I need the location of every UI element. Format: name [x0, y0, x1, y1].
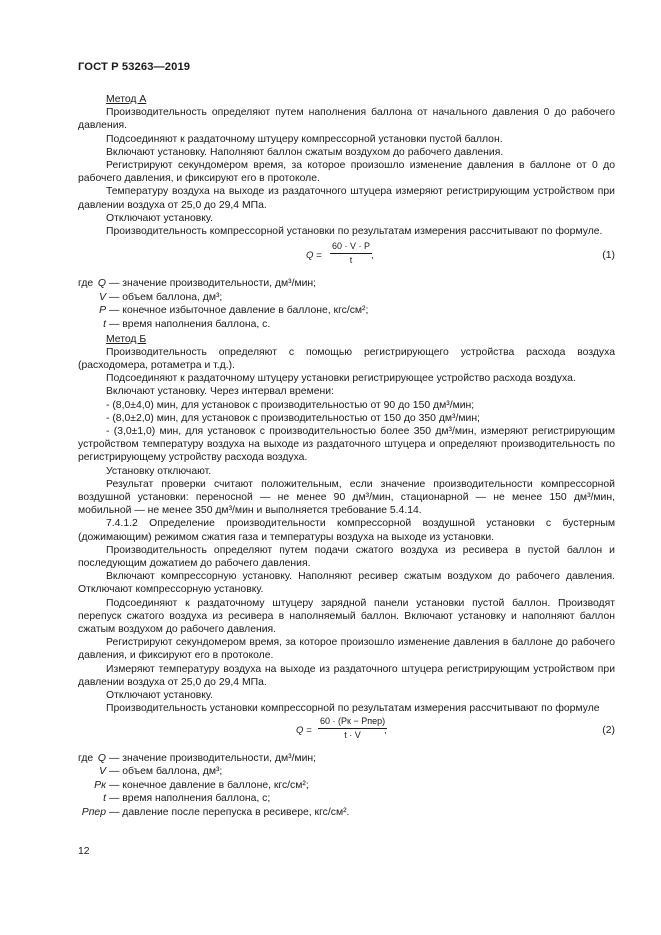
- paragraph: Подсоединяют к раздаточному штуцеру установки регистрирующее устройство расхода воздуха.: [106, 373, 576, 385]
- paragraph: Производительность определяют путем наполнения баллона от начального давления 0 до рабочего давления.: [78, 107, 615, 132]
- list-item: - (8,0±2,0) мин, для установок с производительностью от 150 до 350 дм³/мин;: [106, 412, 480, 424]
- formula-numerator: 60 · (Pк − Pпер): [318, 716, 387, 729]
- definition-row: [78, 765, 615, 779]
- definition-symbol: Pк: [94, 779, 106, 791]
- definition-text: — конечное давление в баллоне, кгс/см²;: [109, 779, 309, 791]
- formula-1: [78, 241, 615, 271]
- paragraph: Включают установку. Наполняют баллон сжатым воздухом до рабочего давления.: [106, 146, 504, 158]
- list-item: - (3,0±1,0) мин, для установок с производительностью более 350 дм³/мин, измеряют регистрирующим устройством температуру воздуха на выходе из раздаточного штуцера и определяют производительность по регистрирующему устройству расхода воздуха.: [78, 426, 615, 464]
- definition-row: [78, 304, 615, 318]
- formula-numerator: 60 · V · P: [330, 241, 372, 254]
- section-7-4-1-2: 7.4.1.2 Определение производительности компрессорной воздушной установки с бустерным (дожимающим) режимом сжатия газа и температуры воздуха на выходе из установки.: [78, 518, 615, 543]
- formula-lhs: Q =: [306, 250, 322, 262]
- formula-2: [78, 716, 615, 746]
- paragraph: Включают компрессорную установку. Наполняют ресивер сжатым воздухом до рабочего давления. Отключают компрессорную установку.: [78, 571, 615, 596]
- page-content: [78, 93, 615, 819]
- definition-row: [78, 752, 615, 766]
- definition-text: — время наполнения баллона, с.: [109, 319, 271, 331]
- definition-symbol: V: [99, 291, 106, 303]
- paragraph: Производительность установки компрессорной по результатам измерения рассчитывают по формуле: [106, 703, 600, 715]
- formula-fraction: [318, 716, 387, 741]
- formula-denominator: t: [349, 255, 353, 266]
- definition-row: [78, 277, 615, 291]
- definitions-list: [78, 277, 615, 331]
- definition-symbol: t: [103, 793, 106, 805]
- paragraph: Измеряют температуру воздуха на выходе из раздаточного штуцера регистрирующим устройством при давлении воздуха от 25,0 до 29,4 МПа.: [78, 663, 615, 688]
- paragraph: Установку отключают.: [106, 465, 212, 477]
- definition-row: [78, 792, 615, 806]
- definition-prefix: где: [78, 278, 94, 290]
- formula-denominator: t · V: [344, 729, 361, 740]
- definition-row: [78, 779, 615, 793]
- definitions-list: [78, 752, 615, 820]
- definition-symbol: Pпер: [81, 806, 106, 818]
- paragraph: Производительность определяют с помощью регистрирующего устройства расхода воздуха (расходомера, ротаметра и т.д.).: [78, 346, 615, 372]
- formula-number: (1): [602, 250, 615, 262]
- definition-text: — время наполнения баллона, с;: [109, 793, 271, 805]
- paragraph: Производительность определяют путем подачи сжатого воздуха из ресивера в пустой баллон и последующим дожатием до рабочего давления.: [78, 544, 615, 570]
- definition-row: [78, 291, 615, 305]
- definition-symbol: t: [103, 319, 106, 331]
- definition-text: — значение производительности, дм³/мин;: [109, 752, 317, 764]
- paragraph: Отключают установку.: [106, 212, 213, 224]
- definition-row: [78, 318, 615, 332]
- paragraph: Отключают установку.: [106, 690, 213, 702]
- formula-tail: ,: [371, 250, 374, 262]
- definition-row: [78, 806, 615, 820]
- paragraph: Регистрируют секундомером время, за которое произошло изменение давления в баллоне до рабочего давления, и фиксируют его в протоколе.: [78, 637, 615, 662]
- definition-symbol: V: [99, 766, 106, 778]
- method-a-title: Метод А: [106, 94, 147, 105]
- paragraph: Подсоединяют к раздаточному штуцеру компрессорной установки пустой баллон.: [106, 133, 503, 145]
- formula-fraction: [330, 241, 372, 266]
- definition-symbol: Q: [97, 752, 106, 764]
- definition-symbol: P: [99, 305, 106, 317]
- definition-text: — объем баллона, дм³;: [109, 766, 223, 778]
- page-number: 12: [78, 846, 90, 857]
- definition-prefix: где: [78, 752, 94, 764]
- definition-text: — объем баллона, дм³;: [109, 291, 223, 303]
- paragraph: Температуру воздуха на выходе из раздаточного штуцера измеряют регистрирующим устройством при давлении воздуха от 25,0 до 29,4 МПа.: [78, 186, 615, 211]
- formula-tail: ,: [384, 724, 387, 736]
- formula-number: (2): [602, 724, 615, 736]
- paragraph: Включают установку. Через интервал времени:: [106, 386, 334, 398]
- paragraph: Результат проверки считают положительным, если значение производительности компрессорной воздушной установки: переносной — не менее 90 дм³/мин, стационарной — не менее 150 дм³/мин, мобильной — не менее 350 дм³/мин и выполняется требование 5.4.14.: [78, 478, 615, 517]
- method-b-title: Метод Б: [106, 333, 147, 345]
- list-item: - (8,0±4,0) мин, для установок с производительностью от 90 до 150 дм³/мин;: [106, 399, 475, 411]
- definition-text: — давление после перепуска в ресивере, кгс/см².: [109, 806, 350, 818]
- paragraph: Производительность компрессорной установки по результатам измерения рассчитывают по формуле.: [106, 226, 603, 238]
- paragraph: Регистрируют секундомером время, за которое произошло изменение давления в баллоне от 0 до рабочего давления, и фиксируют его в протоколе.: [78, 160, 615, 185]
- definition-text: — значение производительности, дм³/мин;: [109, 278, 317, 290]
- paragraph: Подсоединяют к раздаточному штуцеру зарядной панели установки пустой баллон. Производят перепуск сжатого воздуха из ресивера в наполняемый баллон. Включают установку и наполняют баллон сжатым воздухом до рабочего давления.: [78, 597, 615, 636]
- document-header: ГОСТ Р 53263—2019: [78, 61, 191, 73]
- formula-lhs: Q =: [296, 724, 312, 736]
- definition-symbol: Q: [97, 278, 106, 290]
- definition-text: — конечное избыточное давление в баллоне, кгс/см²;: [109, 305, 369, 317]
